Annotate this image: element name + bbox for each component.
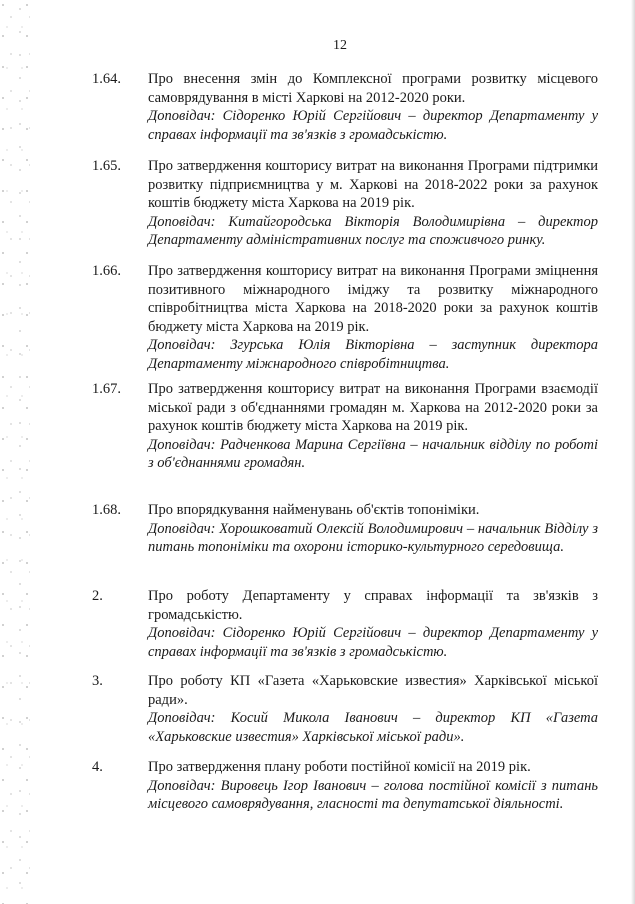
agenda-item-3 [92, 672, 602, 746]
item-speaker: Доповідач: Згурська Юлія Вікторівна – заступник директора Департаменту міжнародного співробітництва. [148, 337, 598, 372]
agenda-item-4 [92, 758, 602, 814]
item-speaker: Доповідач: Сідоренко Юрій Сергійович – директор Департаменту у справах інформації та зв'язків з громадськістю. [148, 108, 598, 143]
item-number: 1.64. [92, 71, 121, 87]
item-number: 1.66. [92, 263, 121, 279]
item-number: 1.68. [92, 502, 121, 518]
agenda-item-1-67 [92, 380, 602, 473]
agenda-item-1-65 [92, 157, 602, 250]
item-speaker: Доповідач: Сідоренко Юрій Сергійович – директор Департаменту у справах інформації та зв'язків з громадськістю. [148, 625, 598, 660]
agenda-item-1-68 [92, 501, 602, 557]
item-speaker: Доповідач: Хорошковатий Олексій Володимирович – начальник Відділу з питань топоніміки та охорони історико-культурного середовища. [148, 520, 598, 555]
item-number: 2. [92, 588, 103, 604]
scan-left-edge-noise [0, 0, 30, 904]
item-title: Про впорядкування найменувань об'єктів топоніміки. [148, 502, 480, 518]
item-title: Про затвердження кошторису витрат на виконання Програми підтримки розвитку підприємництва у м. Харкові на 2018-2022 роки за рахунок коштів бюджету міста Харкова на 2019 рік. [148, 158, 598, 211]
item-speaker: Доповідач: Вировець Ігор Іванович – голова постійної комісії з питань місцевого самоврядування, гласності та депутатської діяльності. [148, 777, 598, 812]
item-title: Про роботу КП «Газета «Харьковские известия» Харківської міської ради». [148, 673, 598, 708]
agenda-item-1-64 [92, 70, 602, 144]
item-number: 1.65. [92, 158, 121, 174]
page-number: 12 [333, 38, 347, 53]
item-number: 4. [92, 759, 103, 775]
item-speaker: Доповідач: Косий Микола Іванович – директор КП «Газета «Харьковские известия» Харківської міської ради». [148, 710, 598, 745]
item-speaker: Доповідач: Радченкова Марина Сергіївна – начальник відділу по роботі з об'єднаннями громадян. [148, 436, 598, 471]
item-number: 3. [92, 673, 103, 689]
agenda-item-1-66 [92, 262, 602, 373]
item-title: Про затвердження кошторису витрат на виконання Програми взаємодії міської ради з об'єднаннями громадян м. Харкова на 2012-2020 роки за рахунок коштів бюджету міста Харкова на 2019 рік. [148, 381, 598, 434]
scan-right-edge-shadow [631, 0, 635, 904]
item-title: Про затвердження плану роботи постійної комісії на 2019 рік. [148, 759, 531, 775]
agenda-item-2 [92, 587, 602, 661]
item-title: Про роботу Департаменту у справах інформації та зв'язків з громадськістю. [148, 588, 598, 623]
item-speaker: Доповідач: Китайгородська Вікторія Володимирівна – директор Департаменту адміністративних послуг та споживчого ринку. [148, 213, 598, 248]
item-title: Про внесення змін до Комплексної програми розвитку місцевого самоврядування в місті Харкові на 2012-2020 роки. [148, 71, 598, 106]
item-number: 1.67. [92, 381, 121, 397]
item-title: Про затвердження кошторису витрат на виконання Програми зміцнення позитивного міжнародного іміджу та розвитку міжнародного співробітництва міста Харкова на 2018-2020 роки за рахунок коштів бюджету міста Харкова на 2019 рік. [148, 263, 598, 335]
